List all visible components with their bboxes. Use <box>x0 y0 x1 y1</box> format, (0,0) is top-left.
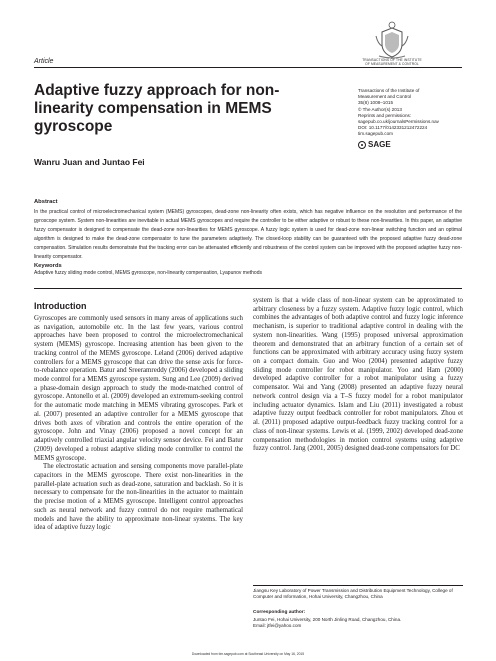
sage-circle-icon <box>358 141 366 149</box>
intro-paragraph: The electrostatic actuation and sensing components move parallel-plate capacitors in the MEMS gyroscope. There exist non-linearities in the parallel-plate actuation such as dead-zone, saturation and backlash. So it is necessary to compensate for the non-linearities in the actuator to maintain the precise motion of a MEMS gyroscope. Intelligent control approaches such as neural network and fuzzy control do not require mathematical models and have the ability to approximate non-linear systems. The key idea of adaptive fuzzy logic <box>34 463 243 532</box>
section-divider <box>34 288 462 289</box>
intro-paragraph: Gyroscopes are commonly used sensors in many areas of applications such as navigation, automobile etc. In the last few years, various control approaches have been proposed to control the microelectromechanical system (MEMS) gyroscope. Increasing attention has been given to the tracking control of the MEMS gyroscope. Leland (2006) derived adaptive controllers for a MEMS gyroscope that can drive the sense axis for force-to-rebalance operation. Batur and Sreeramreddy (2006) developed a sliding mode control for a MEMS gyroscope system. Sung and Lee (2009) derived a phase-domain design approach to study the mode-matched control of gyroscope. Antonello et al. (2009) developed an extremum-seeking control for the automatic mode matching in MEMS vibrating gyroscopes. Park et al. (2007) presented an adaptive controller for a MEMS gyroscope that drives both axes of vibration and controls the entire operation of the gyroscope. John and Vinay (2006) proposed a novel concept for an adaptively controlled triaxial angular velocity sensor device. Fei and Batur (2009) developed a robust adaptive sliding mode controller to control the MEMS gyroscope. <box>34 315 243 462</box>
meta-copyright: © The Author(s) 2013 <box>358 106 402 112</box>
paper-title: Adaptive fuzzy approach for non-linearity compensation in MEMS gyroscope <box>34 82 280 135</box>
institute-crest-icon <box>373 20 411 60</box>
introduction-heading: Introduction <box>34 301 87 311</box>
sage-logo <box>358 140 391 149</box>
body-column-right <box>253 297 463 454</box>
meta-journal-line-1: Transactions of the Institute of <box>358 88 420 93</box>
sage-logo-text: SAGE <box>368 140 391 149</box>
meta-journal-url[interactable]: tim.sagepub.com <box>358 131 393 137</box>
meta-reprints: Reprints and permissions: <box>358 112 412 118</box>
intro-paragraph-continued: system is that a wide class of non-linear system can be approximated to arbitrary closeness by a fuzzy system. Adaptive fuzzy logic control, which combines the advantages of both adaptive control and fuzzy logic inference mechanism, is superior to traditional adaptive control in dealing with the system non-linearities. Wang (1995) proposed universal approximation theorem and demonstrated that an arbitrary function of a certain set of functions can be approximated with arbitrary accuracy using fuzzy system on a compact domain. Guo and Woo (2004) presented adaptive fuzzy sliding mode controller for robot manipulator. Yoo and Ham (2000) developed adaptive controller for a robot manipulator using a fuzzy compensator. Wai and Yang (2008) presented an adaptive fuzzy neural network control design via a T–S fuzzy model for a robot manipulator including actuator dynamics. Islam and Liu (2011) investigated a robust adaptive fuzzy output feedback controller for robot manipulators. Zhou et al. (2011) proposed adaptive output-feedback fuzzy tracking control for a class of non-linear systems. Lewis et al. (1999, 2002) developed dead-zone compensation methodologies in motion control systems using adaptive fuzzy control. Jang (2001, 2005) designed dead-zone compensators for DC <box>253 297 463 453</box>
publisher-name: TRANSACTIONS OF THE INSTITUTE OF MEASUREMENT & CONTROL <box>362 58 422 66</box>
meta-journal-line-2: Measurement and Control <box>358 94 412 100</box>
header-divider <box>34 67 462 68</box>
abstract-heading: Abstract <box>34 199 58 205</box>
journal-metadata <box>358 88 468 138</box>
footnote-divider <box>253 585 463 586</box>
download-notice: Downloaded from tim.sagepub.com at Southeast University on May 16, 2015 <box>191 652 305 656</box>
keywords-list: Adaptive fuzzy sliding mode control, MEMS gyroscope, non-linearity compensation, Lyapunov methods <box>34 270 262 276</box>
abstract-body: In the practical control of microelectromechanical system (MEMS) gyroscopes, dead-zone non-linearity often exists, which has negative influence on the resolution and performance of the gyroscope system. System non-linearities are inevitable in actual MEMS gyroscopes and require the controller to be either adaptive or robust to these non-linearities. In this paper, an adaptive fuzzy compensator is designed to compensate the dead-zone non-linearities for MEMS gyroscope. A fuzzy logic system is used for dead-zone non-linear switching function and an optimal algorithm is designed to make the dead-zone compensator to tune the parameters adaptively. The closed-loop stability can be guaranteed with the proposed adaptive fuzzy dead-zone compensation. Simulation results demonstrate that the tracking error can be attenuated efficiently and robustness of the control system can be improved with the proposed adaptive fuzzy non-linearity compensator. <box>34 209 462 260</box>
article-type-label: Article <box>34 58 54 65</box>
meta-permissions-link[interactable]: sagepub.co.uk/journalsPermissions.nav <box>358 119 439 125</box>
keywords-heading: Keywords <box>34 263 62 269</box>
corresponding-address: Juntao Fei, Hohai University, 200 North Jinling Road, Changzhou, China. <box>253 617 402 622</box>
meta-doi[interactable]: DOI: 10.1177/0142331212472224 <box>358 125 428 131</box>
corresponding-author-heading: Corresponding author: <box>253 610 306 615</box>
corresponding-author-details <box>253 617 468 629</box>
corresponding-email[interactable]: Email: jtfei@yahoo.com <box>253 623 302 629</box>
meta-volume: 35(8) 1008–1015 <box>358 100 393 106</box>
author-affiliation: Jiangsu Key Laboratory of Power Transmission and Distribution Equipment Technology, College of Computer and Information, Hohai University, Changzhou, China <box>253 588 453 600</box>
author-list: Wanru Juan and Juntao Fei <box>34 157 145 167</box>
body-column-left <box>34 315 243 533</box>
